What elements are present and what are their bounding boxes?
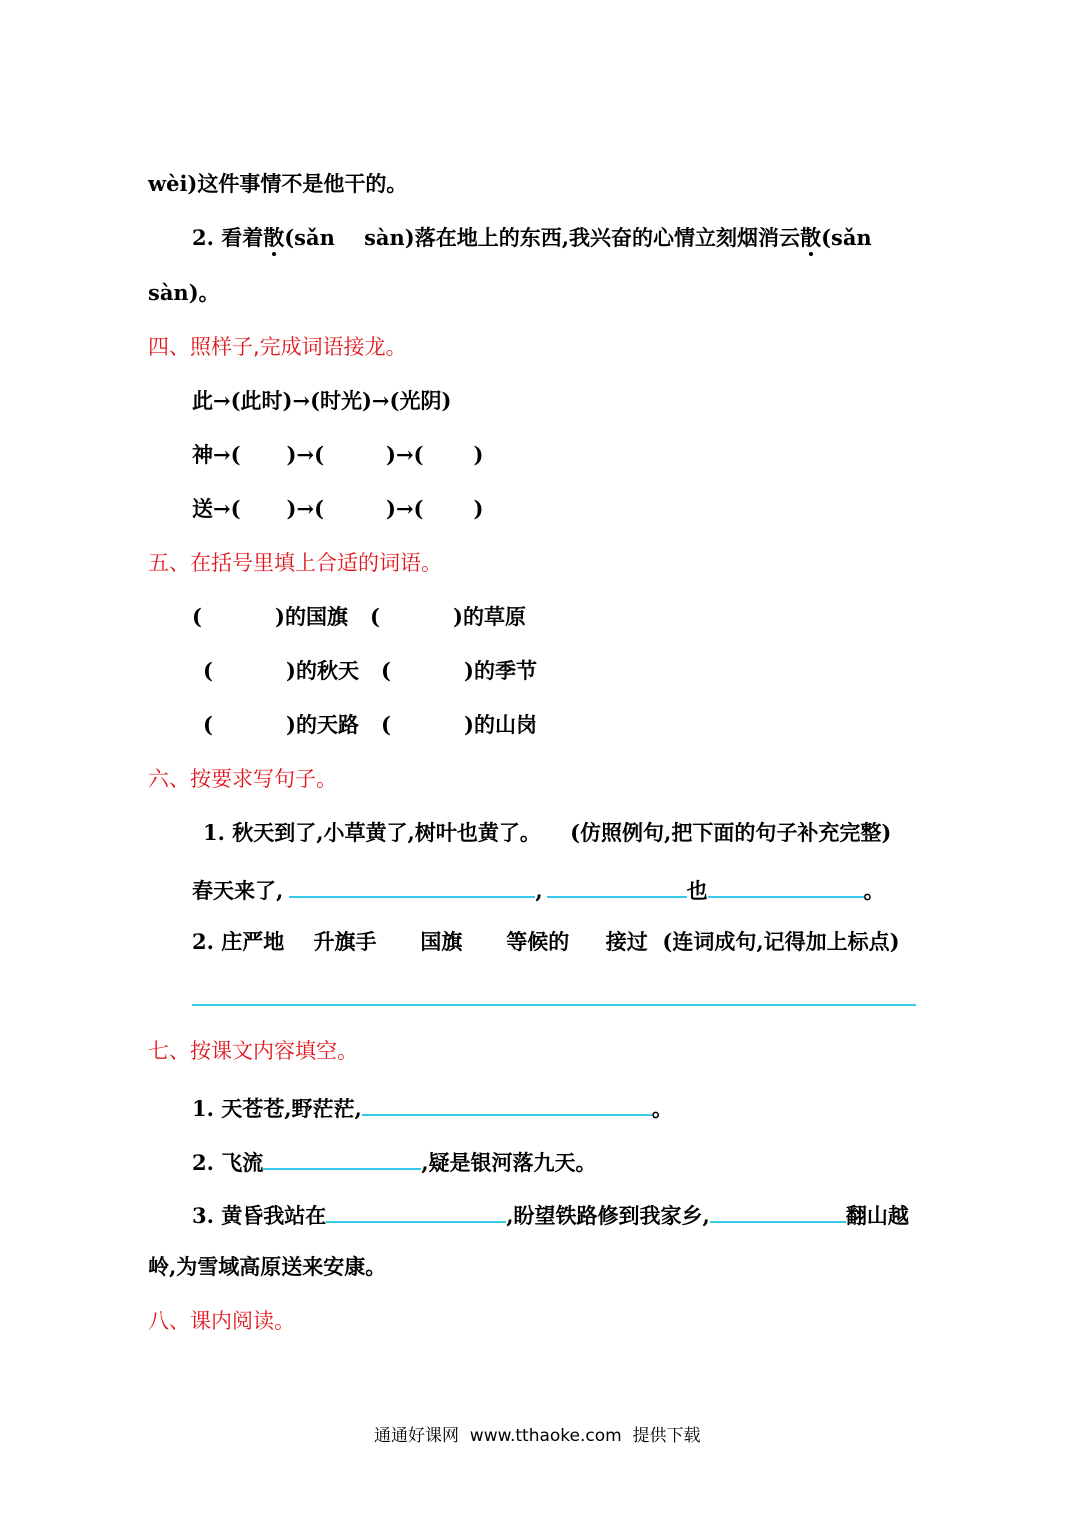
q6-item2: 2. 庄严地 升旗手 国旗 等候的 接过 (连词成句,记得加上标点)	[192, 929, 900, 954]
dotted-char: 散	[800, 225, 822, 250]
q7-item2: 2. 飞流 ,疑是银河落九天。	[192, 1146, 597, 1177]
q3-line2: 2. 看着散(sǎn sàn)落在地上的东西,我兴奋的心情立刻烟消云散(sǎn	[192, 225, 872, 250]
q5-item-shangang: ( )的山岗	[381, 712, 537, 737]
q6-item2-answer-line[interactable]	[192, 1004, 916, 1006]
section-5-heading: 五、在括号里填上合适的词语。	[148, 551, 442, 575]
q6-item1-answer: 春天来了, , 也 。	[192, 874, 885, 905]
answer-blank[interactable]	[263, 1146, 421, 1170]
q6-item1: 1. 秋天到了,小草黄了,树叶也黄了。 (仿照例句,把下面的句子补充完整)	[203, 820, 892, 845]
q3-line1: wèi)这件事情不是他干的。	[148, 171, 408, 196]
page-footer: 通通好课网 www.tthaoke.com 提供下载	[374, 1426, 701, 1446]
q5-item-guoqi: ( )的国旗	[192, 604, 348, 629]
answer-blank[interactable]	[708, 874, 864, 898]
q4-row-song: 送→( )→( )→( )	[192, 496, 484, 521]
section-6-heading: 六、按要求写句子。	[148, 767, 337, 791]
section-7-heading: 七、按课文内容填空。	[148, 1039, 358, 1063]
answer-blank[interactable]	[326, 1199, 506, 1223]
q7-item1: 1. 天苍苍,野茫茫, 。	[192, 1092, 673, 1123]
q5-item-qiutian: ( )的秋天	[203, 658, 359, 683]
section-8-heading: 八、课内阅读。	[148, 1309, 295, 1333]
q5-item-tianlu: ( )的天路	[203, 712, 359, 737]
q7-item3: 3. 黄昏我站在 ,盼望铁路修到我家乡, 翻山越	[192, 1199, 909, 1230]
q5-item-jijie: ( )的季节	[381, 658, 537, 683]
q4-row-shen: 神→( )→( )→( )	[192, 442, 484, 467]
dotted-char: 散	[263, 225, 285, 250]
q4-example: 此→(此时)→(时光)→(光阴)	[192, 388, 452, 413]
answer-blank[interactable]	[710, 1199, 846, 1223]
answer-blank[interactable]	[547, 874, 687, 898]
q5-item-caoyuan: ( )的草原	[370, 604, 526, 629]
answer-blank[interactable]	[289, 874, 535, 898]
answer-blank[interactable]	[362, 1092, 652, 1116]
section-4-heading: 四、照样子,完成词语接龙。	[148, 335, 407, 359]
q7-item3-line2: 岭,为雪域高原送来安康。	[148, 1254, 387, 1279]
q3-line3: sàn)。	[148, 280, 220, 305]
